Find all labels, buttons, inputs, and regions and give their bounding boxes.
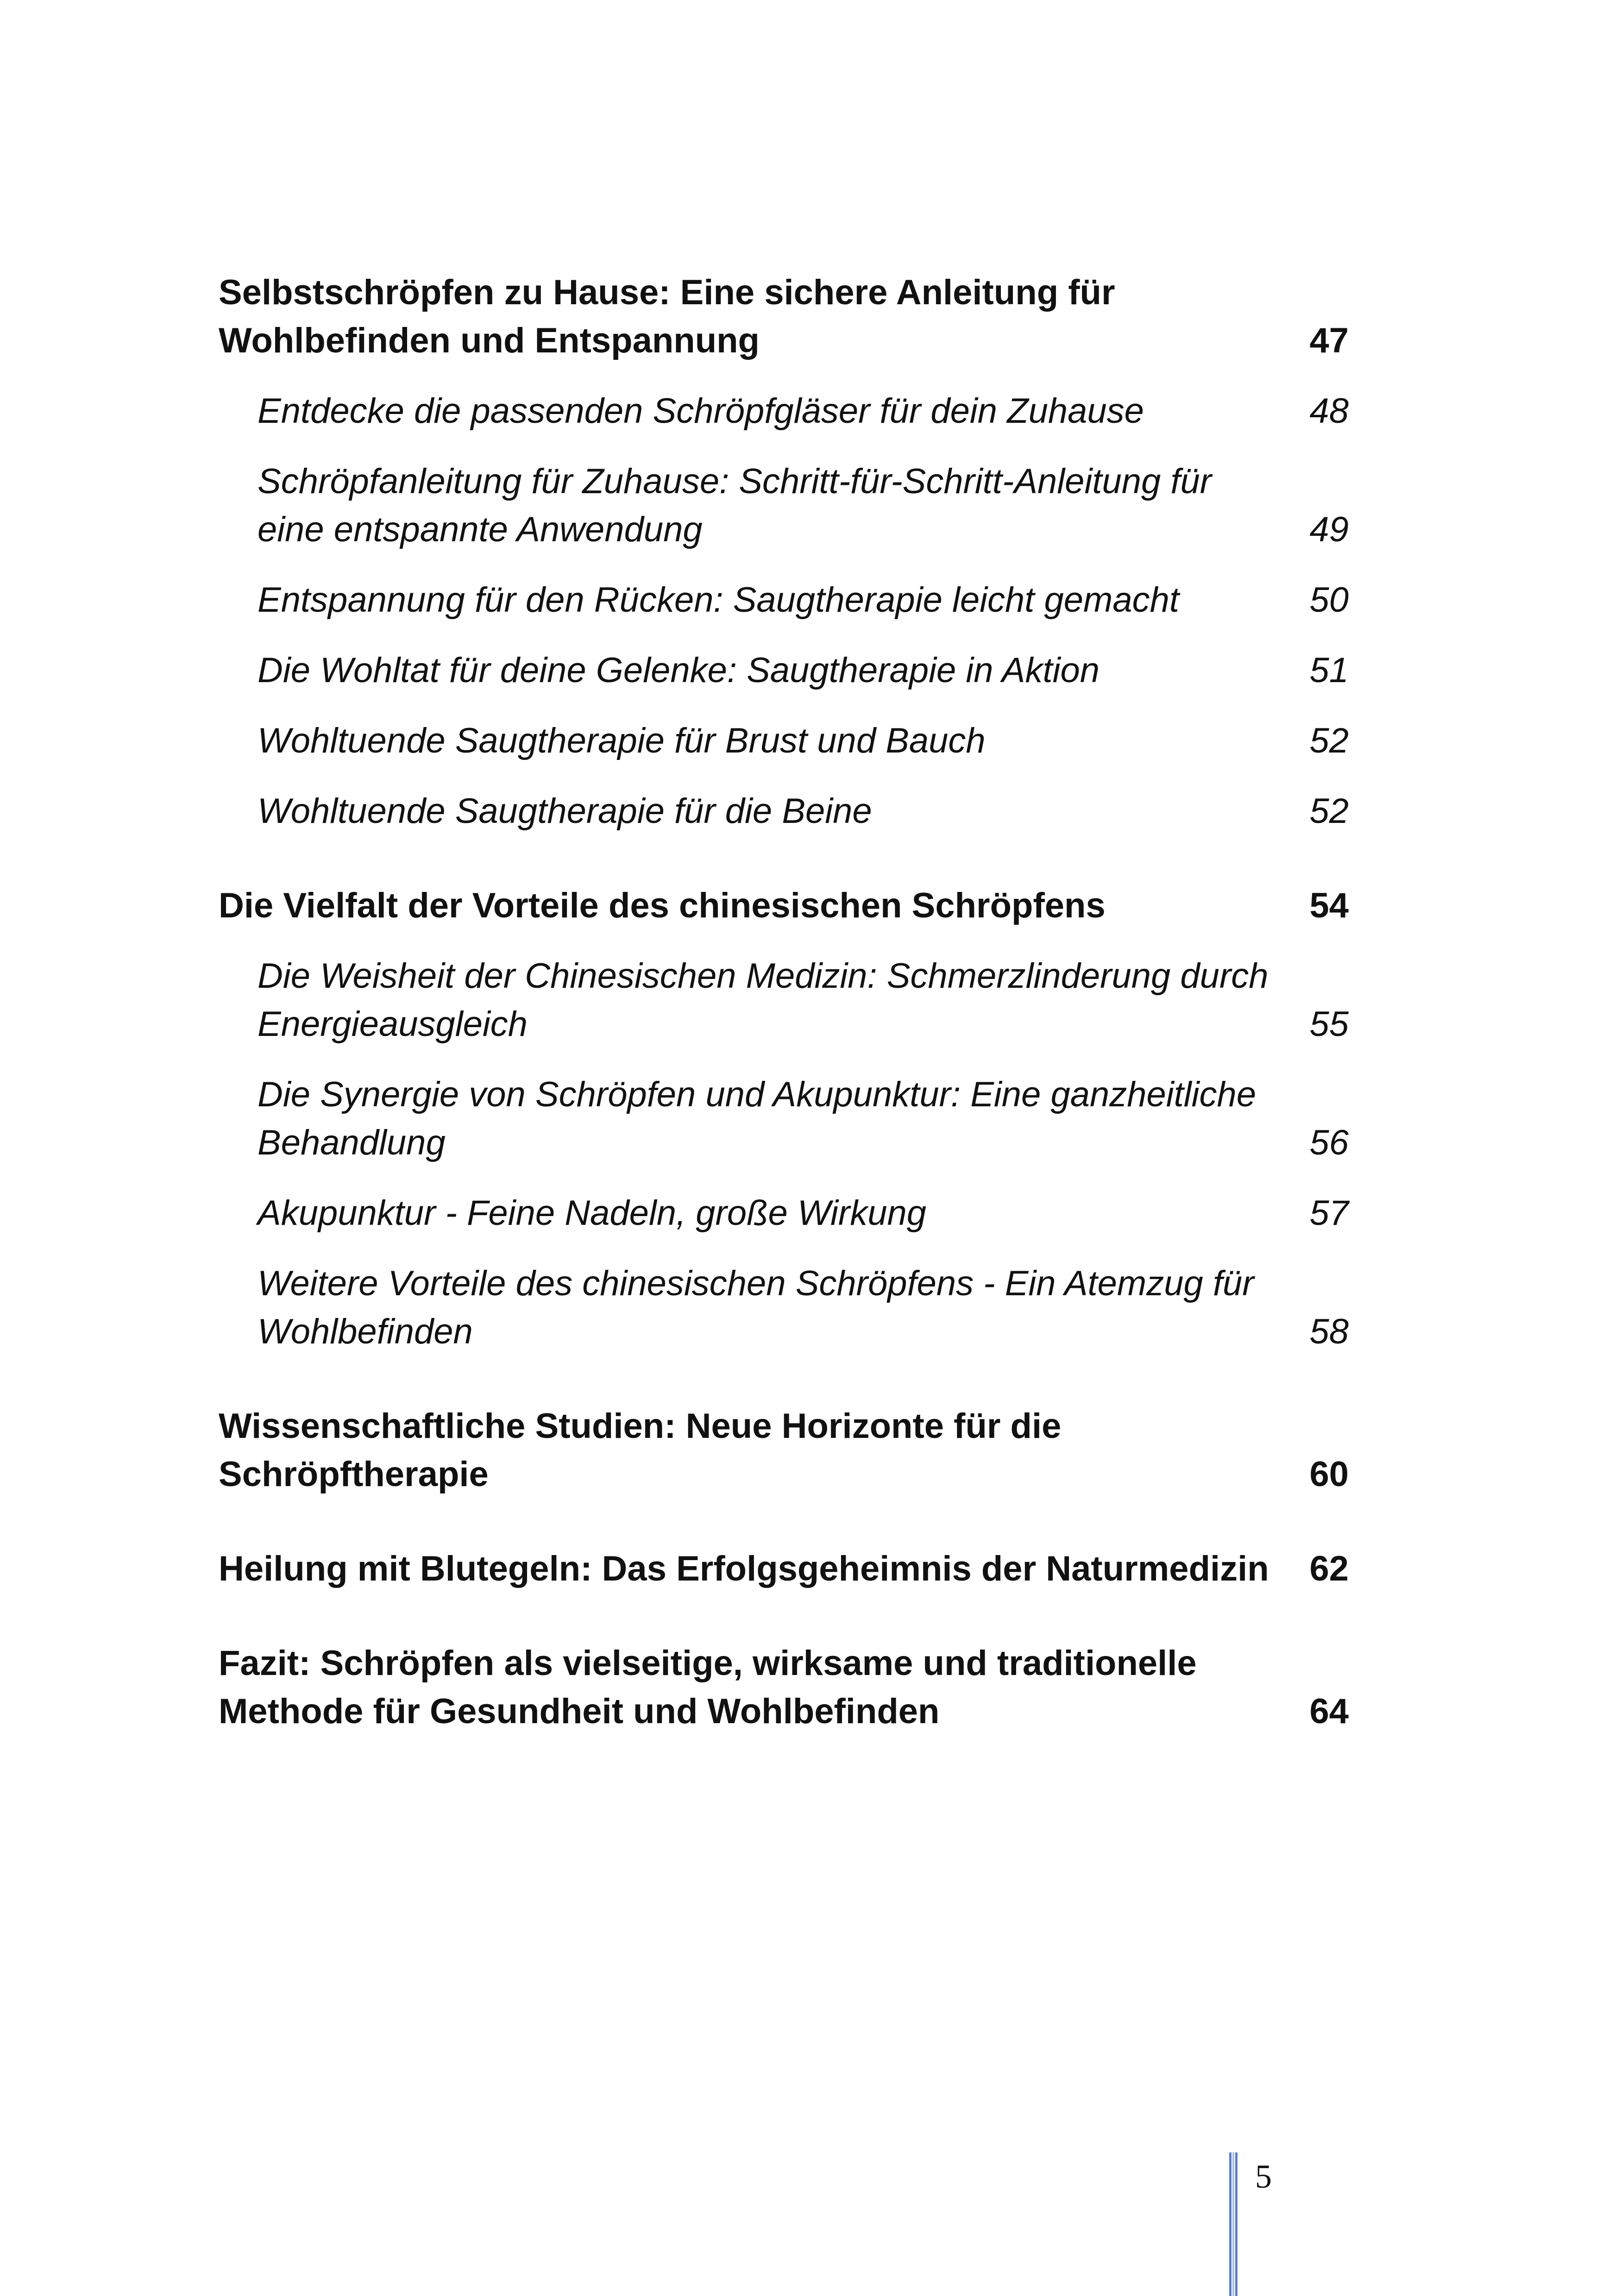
toc-entry-title: Entspannung für den Rücken: Saugtherapie leicht gemacht: [258, 580, 1179, 620]
toc-entry: [219, 787, 1349, 835]
toc-entry: [219, 717, 1349, 765]
toc-entry-page: 57: [1309, 1193, 1349, 1233]
toc-entry: [219, 1402, 1349, 1499]
toc-entry: [219, 1071, 1349, 1167]
toc-entry-title: Die Vielfalt der Vorteile des chinesischen Schröpfens: [219, 886, 1106, 925]
toc-entry-page: 58: [1309, 1312, 1349, 1351]
table-of-contents: [219, 269, 1349, 1736]
toc-entry: [219, 387, 1349, 435]
toc-entry-page: 54: [1309, 886, 1349, 925]
toc-entry-title: Die Weisheit der Chinesischen Medizin: Schmerzlinderung durch Energieausgleich: [258, 956, 1269, 1044]
toc-entry-page: 52: [1309, 791, 1349, 831]
toc-entry-page: 50: [1309, 580, 1349, 620]
toc-entry: [219, 952, 1349, 1048]
toc-entry-title: Wohltuende Saugtherapie für die Beine: [258, 791, 872, 831]
footer-divider: [1229, 2152, 1238, 2296]
toc-entry-page: 64: [1309, 1692, 1349, 1731]
toc-entry-page: 56: [1309, 1123, 1349, 1162]
toc-entry-title: Akupunktur - Feine Nadeln, große Wirkung: [258, 1193, 926, 1233]
toc-entry: [219, 1260, 1349, 1356]
toc-entry-title: Fazit: Schröpfen als vielseitige, wirksame und traditionelle Methode für Gesundheit und Wohlbefinden: [219, 1644, 1197, 1731]
toc-entry-title: Schröpfanleitung für Zuhause: Schritt-für-Schritt-Anleitung für eine entspannte Anwendung: [258, 462, 1212, 549]
toc-entry: [219, 576, 1349, 624]
toc-entry: [219, 882, 1349, 930]
toc-entry: [219, 1545, 1349, 1593]
page-number: 5: [1255, 2158, 1272, 2195]
toc-entry-title: Wissenschaftliche Studien: Neue Horizonte für die Schröpftherapie: [219, 1406, 1062, 1494]
toc-entry-title: Entdecke die passenden Schröpfgläser für dein Zuhause: [258, 391, 1144, 431]
toc-entry: [219, 458, 1349, 554]
toc-entry-title: Selbstschröpfen zu Hause: Eine sichere Anleitung für Wohlbefinden und Entspannung: [219, 273, 1115, 360]
toc-entry-page: 47: [1309, 321, 1349, 360]
toc-entry-title: Die Synergie von Schröpfen und Akupunktur: Eine ganzheitliche Behandlung: [258, 1075, 1257, 1162]
toc-entry-page: 55: [1309, 1004, 1349, 1044]
toc-entry-page: 62: [1309, 1549, 1349, 1588]
toc-entry-title: Wohltuende Saugtherapie für Brust und Bauch: [258, 721, 986, 760]
toc-entry-page: 49: [1309, 510, 1349, 549]
toc-entry-page: 60: [1309, 1455, 1349, 1494]
toc-entry: [219, 1639, 1349, 1736]
toc-entry-page: 51: [1309, 651, 1349, 690]
toc-entry: [219, 269, 1349, 365]
toc-entry-page: 48: [1309, 391, 1349, 431]
toc-entry-page: 52: [1309, 721, 1349, 760]
toc-entry: [219, 1189, 1349, 1237]
toc-entry-title: Die Wohltat für deine Gelenke: Saugtherapie in Aktion: [258, 651, 1100, 690]
toc-entry-title: Weitere Vorteile des chinesischen Schröpfens - Ein Atemzug für Wohlbefinden: [258, 1264, 1254, 1351]
toc-entry-title: Heilung mit Blutegeln: Das Erfolgsgeheimnis der Naturmedizin: [219, 1549, 1269, 1588]
toc-entry: [219, 646, 1349, 695]
